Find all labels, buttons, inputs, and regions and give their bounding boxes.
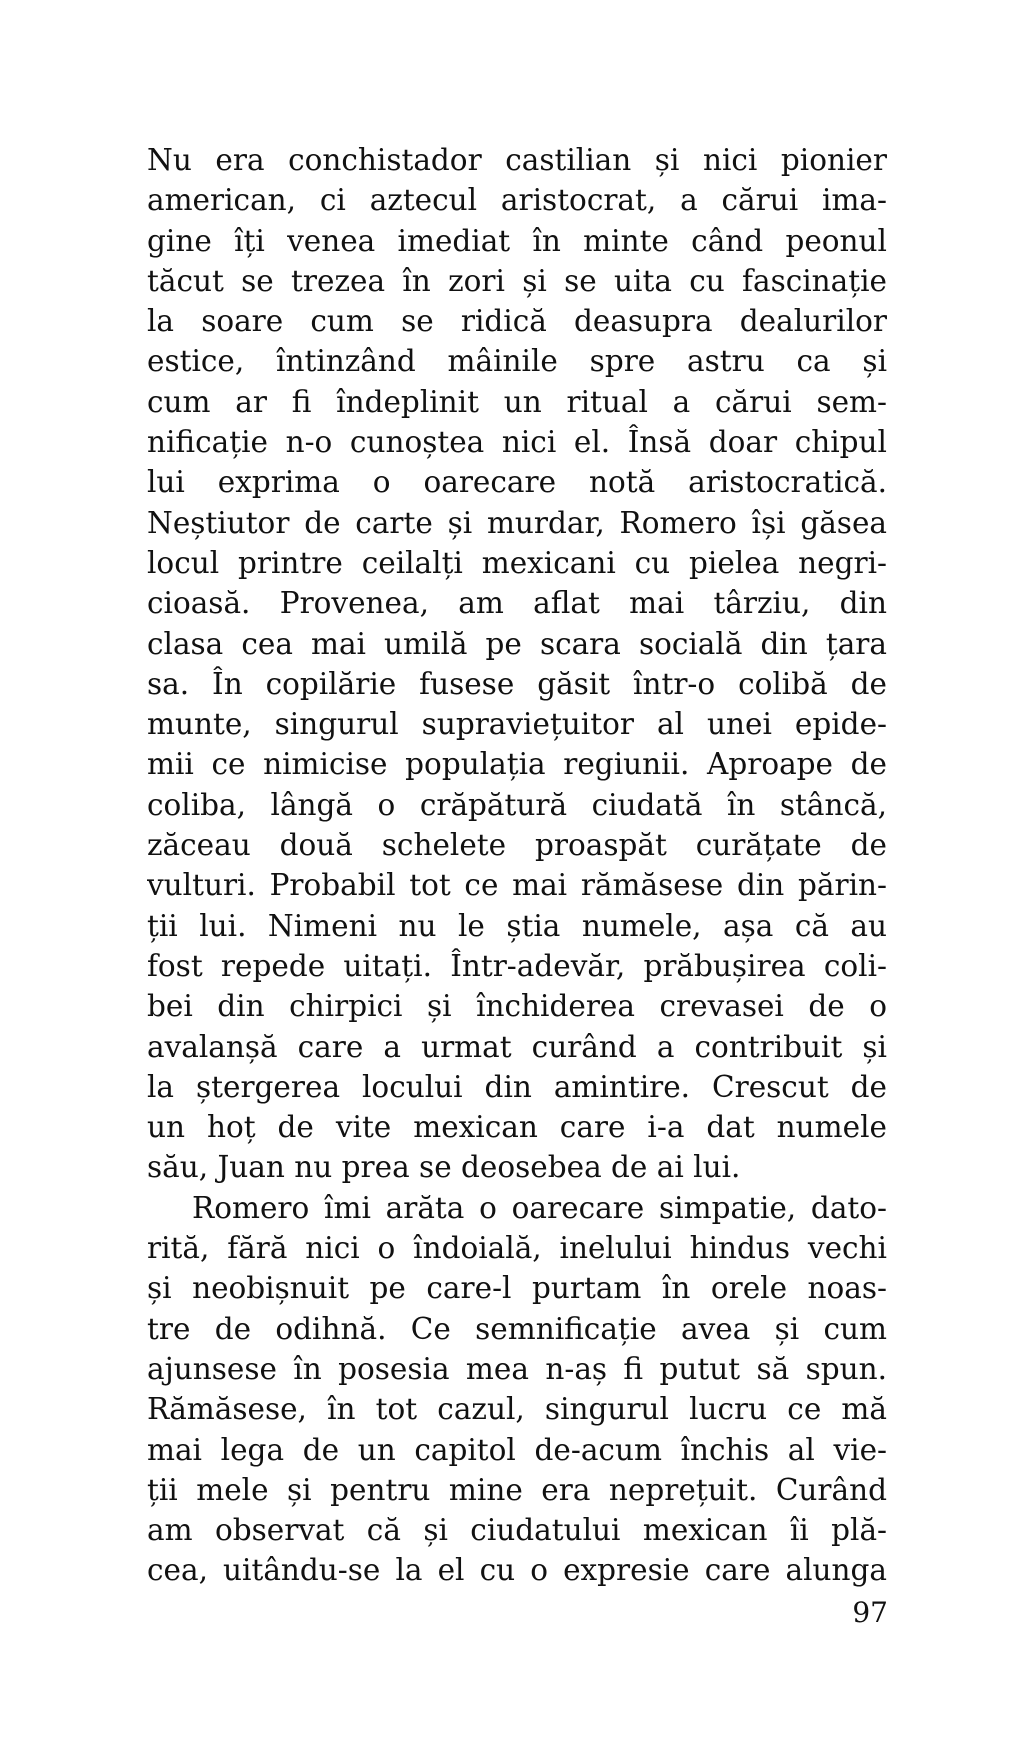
text-line: estice, întinzând mâinile spre astru ca și bbox=[147, 344, 887, 379]
body-text bbox=[147, 140, 887, 1591]
text-line: la ștergerea locului din amintire. Crescut de bbox=[147, 1069, 887, 1104]
text-line: Rămăsese, în tot cazul, singurul lucru ce mă bbox=[147, 1392, 887, 1427]
text-line: ții lui. Nimeni nu le știa numele, așa că au bbox=[147, 908, 887, 943]
text-line: sa. În copilărie fusese găsit într-o colibă de bbox=[147, 666, 887, 701]
text-line: său, Juan nu prea se deosebea de ai lui. bbox=[147, 1150, 741, 1185]
text-line: fost repede uitați. Într-adevăr, prăbușirea coli- bbox=[147, 948, 887, 983]
text-line: și neobișnuit pe care-l purtam în orele noas- bbox=[147, 1271, 887, 1306]
text-line: tăcut se trezea în zori și se uita cu fascinație bbox=[147, 263, 887, 298]
text-line: cum ar fi îndeplinit un ritual a cărui sem- bbox=[147, 384, 887, 419]
text-line: un hoț de vite mexican care i-a dat numele bbox=[147, 1110, 887, 1145]
text-line: bei din chirpici și închiderea crevasei de o bbox=[147, 989, 887, 1024]
text-line: rită, fără nici o îndoială, inelului hindus vechi bbox=[147, 1231, 887, 1266]
text-line: nificație n-o cunoștea nici el. Însă doar chipul bbox=[147, 425, 887, 460]
text-line: gine îți venea imediat în minte când peonul bbox=[147, 223, 887, 258]
text-line: mai lega de un capitol de-acum închis al vie- bbox=[147, 1432, 887, 1467]
page-number: 97 bbox=[852, 1596, 888, 1629]
paragraph-1 bbox=[147, 140, 887, 1188]
text-line: Nu era conchistador castilian și nici pionier bbox=[147, 143, 887, 177]
text-line: zăceau două schelete proaspăt curățate de bbox=[147, 828, 887, 863]
text-line: avalanșă care a urmat curând a contribuit și bbox=[147, 1029, 887, 1064]
text-line: la soare cum se ridică deasupra dealurilor bbox=[147, 304, 887, 339]
text-line: american, ci aztecul aristocrat, a cărui ima- bbox=[147, 183, 887, 218]
paragraph-2 bbox=[147, 1188, 887, 1591]
text-line: clasa cea mai umilă pe scara socială din țara bbox=[147, 626, 887, 661]
text-line: cioasă. Provenea, am aflat mai târziu, din bbox=[147, 586, 887, 621]
text-line: Neștiutor de carte și murdar, Romero își găsea bbox=[147, 505, 887, 540]
text-line: locul printre ceilalți mexicani cu pielea negri- bbox=[147, 545, 887, 580]
text-line: am observat că și ciudatului mexican îi plă- bbox=[147, 1513, 887, 1548]
text-line: lui exprima o oarecare notă aristocratică. bbox=[147, 465, 887, 500]
text-line: ajunsese în posesia mea n-aș fi putut să spun. bbox=[147, 1351, 887, 1386]
text-line: ții mele și pentru mine era neprețuit. Curând bbox=[147, 1472, 887, 1507]
text-line: coliba, lângă o crăpătură ciudată în stâncă, bbox=[147, 787, 887, 822]
text-line: mii ce nimicise populația regiunii. Aproape de bbox=[147, 747, 887, 782]
text-line: cea, uitându-se la el cu o expresie care alunga bbox=[147, 1553, 887, 1588]
text-line: vulturi. Probabil tot ce mai rămăsese din părin- bbox=[147, 868, 887, 903]
text-line: Romero îmi arăta o oarecare simpatie, dato- bbox=[192, 1190, 887, 1225]
text-line: tre de odihnă. Ce semnificație avea și cum bbox=[147, 1311, 887, 1346]
text-line: munte, singurul supraviețuitor al unei epide- bbox=[147, 707, 887, 742]
